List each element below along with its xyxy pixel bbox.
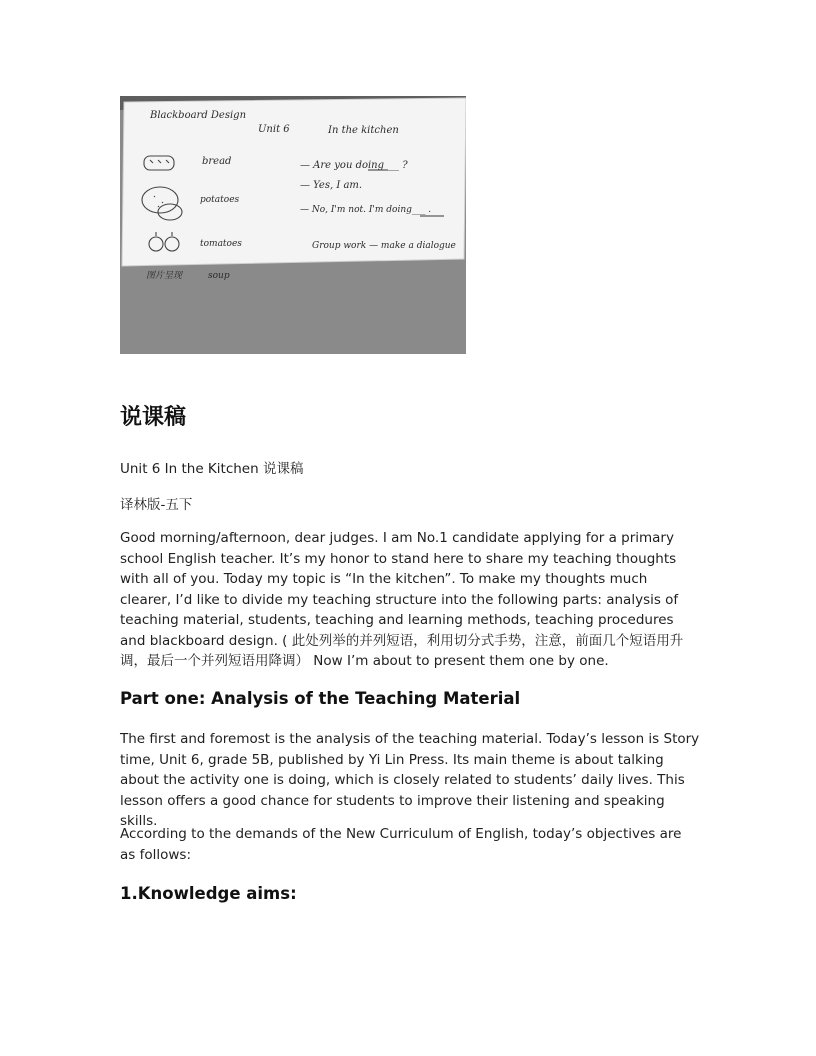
- document-subtitle: Unit 6 In the Kitchen 说课稿: [120, 461, 304, 477]
- blackboard-design-photo: [120, 96, 466, 354]
- photo-word-tomatoes: tomatoes: [200, 239, 242, 249]
- part-one-paragraph-1: The first and foremost is the analysis of the teaching material. Today’s lesson is Story time, Unit 6, grade 5B, published by Yi Lin Press. Its main theme is about talking about the activity one is doing, which is closely related to students’ daily lives. This lesson offers a good chance for students to improve their listening and speaking skills.: [120, 731, 700, 829]
- photo-line-2: — Yes, I am.: [300, 180, 363, 191]
- photo-line-1: — Are you doing___ ?: [300, 160, 408, 171]
- photo-word-potatoes: potatoes: [200, 195, 240, 205]
- photo-line-3: — No, I'm not. I'm doing___ .: [300, 205, 432, 215]
- knowledge-aims-heading: 1.Knowledge aims:: [120, 884, 297, 903]
- textbook-edition: 译林版-五下: [120, 497, 193, 513]
- photo-line-4: Group work — make a dialogue: [312, 241, 456, 251]
- photo-unit: Unit 6: [258, 124, 290, 135]
- photo-word-soup: soup: [208, 271, 230, 281]
- intro-paragraph: Good morning/afternoon, dear judges. I am No.1 candidate applying for a primary school English teacher. It’s my honor to stand here to share my teaching thoughts with all of you. Today my topic is “In the kitchen”. To make my thoughts much clearer, I’d like to divide my teaching structure into the following parts: analysis of teaching material, students, teaching and learning methods, teaching procedures and blackboard design. ( 此处列举的并列短语，利用切分式手势，注意，前面几个短语用升调，最后一个并列短语用降调） Now I’m about to present them one by one.: [120, 530, 684, 669]
- photo-corner-label: 图片呈现: [146, 271, 183, 281]
- part-one-heading: Part one: Analysis of the Teaching Material: [120, 689, 521, 708]
- page-heading: 说课稿: [120, 405, 187, 430]
- photo-word-bread: bread: [202, 156, 232, 167]
- photo-title: Blackboard Design: [150, 110, 247, 121]
- photo-topic: In the kitchen: [328, 125, 399, 136]
- part-one-paragraph-2: According to the demands of the New Curriculum of English, today’s objectives are as follows:: [120, 826, 682, 863]
